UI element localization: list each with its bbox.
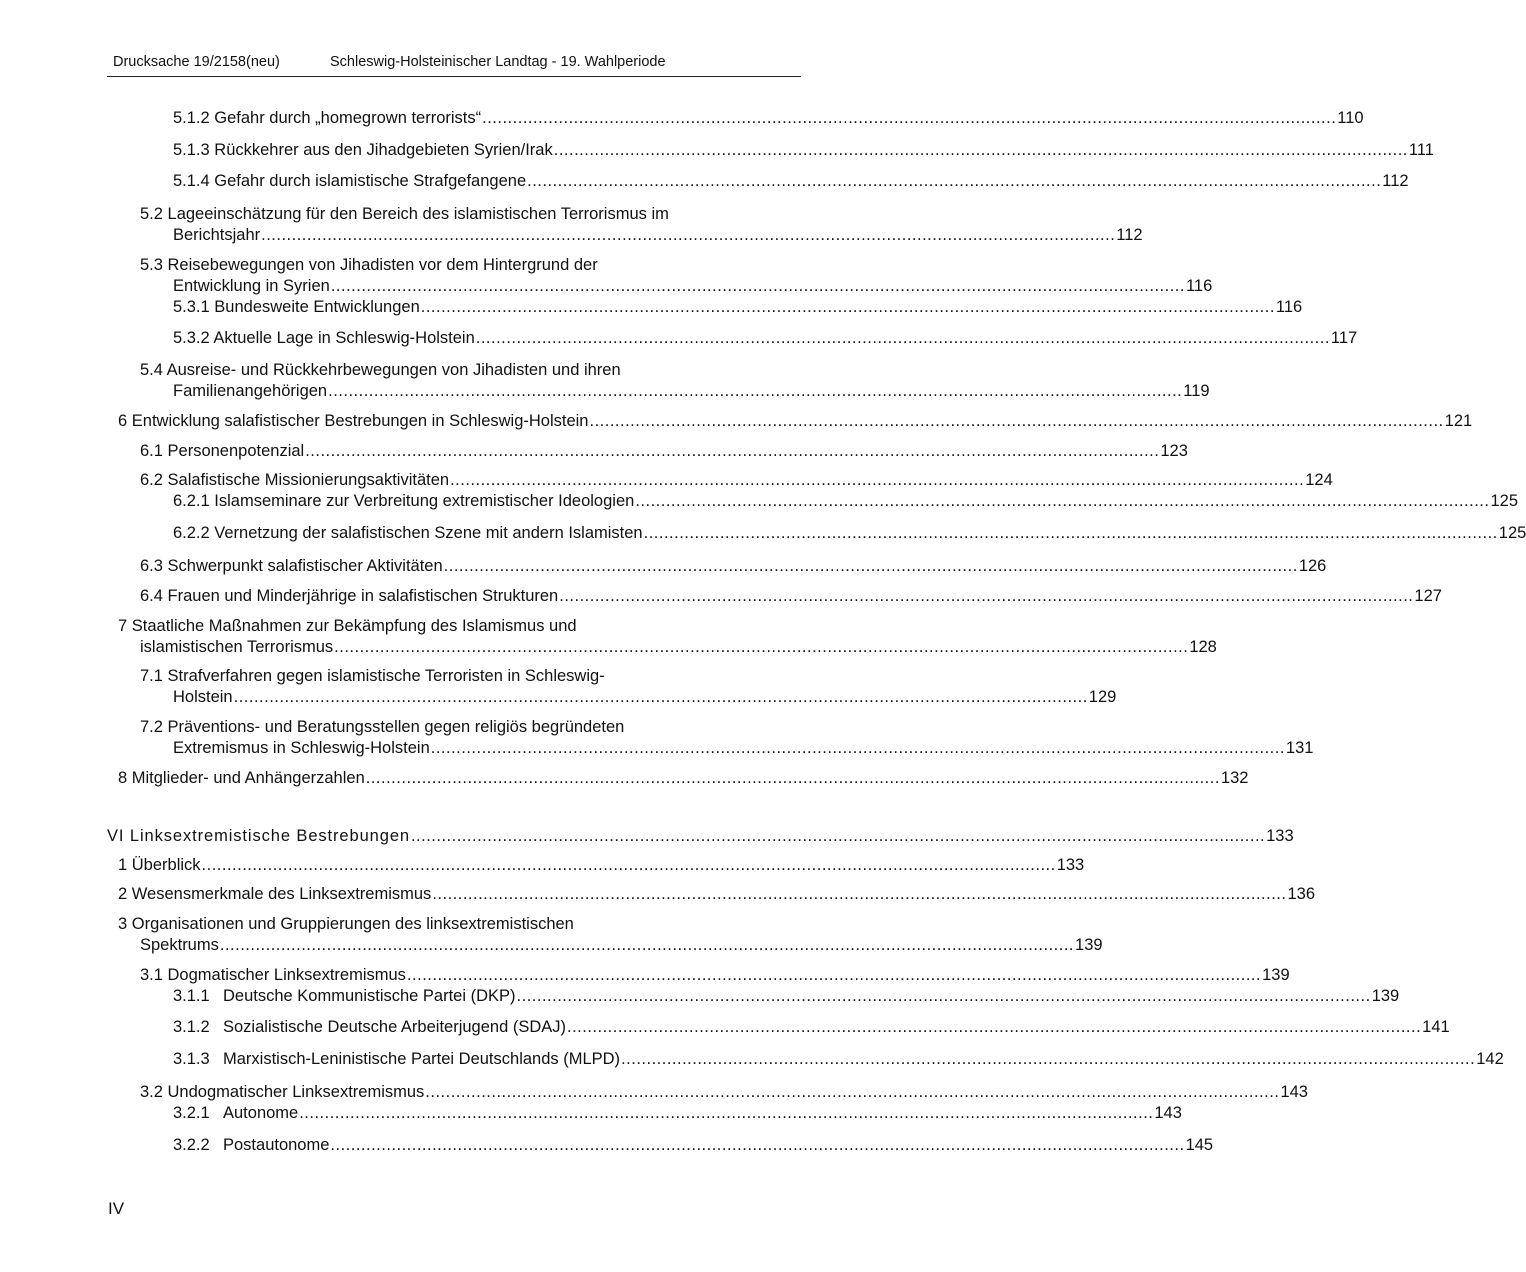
toc-title-continued: Holstein <box>173 688 233 706</box>
running-header <box>107 52 801 77</box>
toc-page: 111 <box>1408 141 1434 159</box>
toc-title: 3.1 Dogmatischer Linksextremismus <box>140 966 406 984</box>
toc-page: 145 <box>1185 1136 1214 1154</box>
toc-page: 112 <box>1116 226 1143 244</box>
leader-dots <box>621 1049 1475 1070</box>
toc-entry[interactable] <box>140 204 1143 246</box>
toc-page: 136 <box>1287 885 1315 903</box>
toc-title: Marxistisch-Leninistische Partei Deutschlands (MLPD) <box>223 1050 621 1068</box>
leader-dots <box>331 276 1185 297</box>
toc-title: 6.4 Frauen und Minderjährige in salafistischen Strukturen <box>140 587 559 605</box>
leader-dots <box>234 687 1088 708</box>
toc-entry[interactable] <box>173 491 1518 512</box>
toc-page: 125 <box>1498 524 1526 542</box>
toc-title-continued: Entwicklung in Syrien <box>173 277 330 295</box>
toc-title: 5.3.1 Bundesweite Entwicklungen <box>173 298 420 316</box>
toc-number: 3.2.1 <box>173 1104 210 1122</box>
toc-entry[interactable] <box>173 108 1364 129</box>
toc-number: 3.1.3 <box>173 1050 210 1068</box>
toc-number: 3.1.1 <box>173 987 210 1005</box>
toc-entry[interactable] <box>173 1049 1504 1070</box>
toc-page: 141 <box>1422 1018 1450 1036</box>
leader-dots <box>421 297 1275 318</box>
toc-title: 6 Entwicklung salafistischer Bestrebungen in Schleswig-Holstein <box>118 412 589 430</box>
toc-title: 5.3.2 Aktuelle Lage in Schleswig-Holstein <box>173 329 475 347</box>
toc-title: 8 Mitglieder- und Anhängerzahlen <box>118 769 365 787</box>
leader-dots <box>554 140 1408 161</box>
toc-entry[interactable] <box>118 768 1249 789</box>
toc-entry[interactable] <box>140 717 1314 759</box>
toc-page: 121 <box>1444 412 1473 430</box>
toc-entry[interactable] <box>140 441 1188 462</box>
toc-title: 5.1.4 Gefahr durch islamistische Strafgefangene <box>173 172 527 190</box>
toc-title-continued: Berichtsjahr <box>173 226 261 244</box>
toc-page: 117 <box>1330 329 1358 347</box>
toc-title: 5.1.2 Gefahr durch „homegrown terrorists“ <box>173 109 482 127</box>
toc-page: 116 <box>1185 277 1213 295</box>
toc-entry[interactable] <box>173 171 1409 192</box>
toc-entry[interactable] <box>173 986 1400 1007</box>
toc-title: 5.4 Ausreise- und Rückkehrbewegungen von Jihadisten und ihren <box>140 361 621 379</box>
toc-page: 139 <box>1075 936 1103 954</box>
leader-dots <box>299 1103 1153 1124</box>
leader-dots <box>567 1017 1421 1038</box>
toc-title: 2 Wesensmerkmale des Linksextremismus <box>118 885 432 903</box>
toc-title: Deutsche Kommunistische Partei (DKP) <box>223 987 516 1005</box>
toc-title: Autonome <box>223 1104 299 1122</box>
toc-page: 131 <box>1285 739 1314 757</box>
toc-title: 7.2 Präventions- und Beratungsstellen gegen religiös begründeten <box>140 718 625 736</box>
toc-entry[interactable] <box>173 297 1303 318</box>
leader-dots <box>450 470 1304 491</box>
leader-dots <box>261 225 1115 246</box>
toc-page: 112 <box>1382 172 1409 190</box>
toc-entry[interactable] <box>173 1017 1450 1038</box>
parliament-period: Schleswig-Holsteinischer Landtag - 19. Wahlperiode <box>330 54 666 70</box>
page-number: IV <box>108 1199 125 1218</box>
leader-dots <box>635 491 1489 512</box>
leader-dots <box>334 637 1188 658</box>
leader-dots <box>444 556 1298 577</box>
toc-title: 3 Organisationen und Gruppierungen des linksextremistischen <box>118 915 574 933</box>
toc-entry[interactable] <box>118 884 1315 905</box>
toc-entry[interactable] <box>140 556 1327 577</box>
toc-page: 124 <box>1305 471 1333 489</box>
toc-entry[interactable] <box>118 914 1103 956</box>
document-number: Drucksache 19/2158(neu) <box>113 54 280 70</box>
toc-page: 129 <box>1088 688 1117 706</box>
toc-title: 5.3 Reisebewegungen von Jihadisten vor dem Hintergrund der <box>140 256 598 274</box>
toc-title: 7.1 Strafverfahren gegen islamistische Terroristen in Schleswig- <box>140 667 605 685</box>
leader-dots <box>366 768 1220 789</box>
toc-title: 5.2 Lageeinschätzung für den Bereich des islamistischen Terrorismus im <box>140 205 669 223</box>
toc-entry[interactable] <box>140 1082 1308 1103</box>
toc-entry[interactable] <box>173 1135 1214 1156</box>
toc-entry[interactable] <box>140 965 1290 986</box>
toc-entry-chapter[interactable] <box>107 826 1294 847</box>
leader-dots <box>644 523 1498 544</box>
toc-title: Postautonome <box>223 1136 330 1154</box>
leader-dots <box>517 986 1371 1007</box>
toc-page: 126 <box>1298 557 1327 575</box>
toc-title: 3.2 Undogmatischer Linksextremismus <box>140 1083 425 1101</box>
toc-entry[interactable] <box>140 255 1213 297</box>
toc-page: 128 <box>1189 638 1217 656</box>
toc-entry[interactable] <box>173 523 1526 544</box>
toc-title: 5.1.3 Rückkehrer aus den Jihadgebieten Syrien/Irak <box>173 141 553 159</box>
leader-dots <box>431 738 1285 759</box>
toc-page: 139 <box>1262 966 1290 984</box>
toc-title: 6.1 Personenpotenzial <box>140 442 305 460</box>
leader-dots <box>328 381 1182 402</box>
toc-page: 119 <box>1183 382 1210 400</box>
toc-chapter-title: VI Linksextremistische Bestrebungen <box>107 827 410 845</box>
toc-page: 143 <box>1154 1104 1182 1122</box>
leader-dots <box>589 411 1443 432</box>
toc-page: 123 <box>1160 442 1188 460</box>
leader-dots <box>527 171 1381 192</box>
toc-title-continued: Extremismus in Schleswig-Holstein <box>173 739 430 757</box>
toc-entry[interactable] <box>140 586 1442 607</box>
toc-page: 143 <box>1280 1083 1308 1101</box>
toc-page: 127 <box>1414 587 1442 605</box>
toc-title: 6.2.1 Islamseminare zur Verbreitung extremistischer Ideologien <box>173 492 635 510</box>
toc-page: 110 <box>1337 109 1364 127</box>
toc-entry[interactable] <box>140 470 1333 491</box>
toc-number: 3.1.2 <box>173 1018 210 1036</box>
toc-title: 6.2.2 Vernetzung der salafistischen Szene mit andern Islamisten <box>173 524 643 542</box>
toc-entry[interactable] <box>173 140 1434 161</box>
leader-dots <box>482 108 1336 129</box>
toc-title-continued: Spektrums <box>140 936 219 954</box>
leader-dots <box>432 884 1286 905</box>
toc-title: 6.2 Salafistische Missionierungsaktivitäten <box>140 471 450 489</box>
toc-page: 133 <box>1266 827 1294 845</box>
leader-dots <box>202 855 1056 876</box>
leader-dots <box>330 1135 1184 1156</box>
leader-dots <box>411 826 1265 847</box>
toc-entry[interactable] <box>118 855 1085 876</box>
leader-dots <box>305 441 1159 462</box>
toc-entry[interactable] <box>140 360 1210 402</box>
toc-page: 116 <box>1275 298 1303 316</box>
toc-number: 3.2.2 <box>173 1136 210 1154</box>
toc-title: Sozialistische Deutsche Arbeiterjugend (SDAJ) <box>223 1018 566 1036</box>
toc-page: 125 <box>1490 492 1518 510</box>
toc-entry[interactable] <box>140 666 1117 708</box>
leader-dots <box>476 328 1330 349</box>
leader-dots <box>407 965 1261 986</box>
toc-title-continued: Familienangehörigen <box>173 382 328 400</box>
toc-title: 1 Überblick <box>118 856 201 874</box>
toc-title: 6.3 Schwerpunkt salafistischer Aktivitäten <box>140 557 443 575</box>
toc-page: 133 <box>1056 856 1085 874</box>
toc-entry[interactable] <box>118 411 1473 432</box>
leader-dots <box>425 1082 1279 1103</box>
leader-dots <box>220 935 1074 956</box>
leader-dots <box>559 586 1413 607</box>
toc-title-continued: islamistischen Terrorismus <box>140 638 334 656</box>
toc-entry[interactable] <box>173 1103 1182 1124</box>
toc-entry[interactable] <box>173 328 1358 349</box>
toc-entry[interactable] <box>118 616 1217 658</box>
toc-page: 132 <box>1220 769 1249 787</box>
toc-page: 139 <box>1371 987 1400 1005</box>
toc-title: 7 Staatliche Maßnahmen zur Bekämpfung des Islamismus und <box>118 617 577 635</box>
toc-page: 142 <box>1476 1050 1504 1068</box>
